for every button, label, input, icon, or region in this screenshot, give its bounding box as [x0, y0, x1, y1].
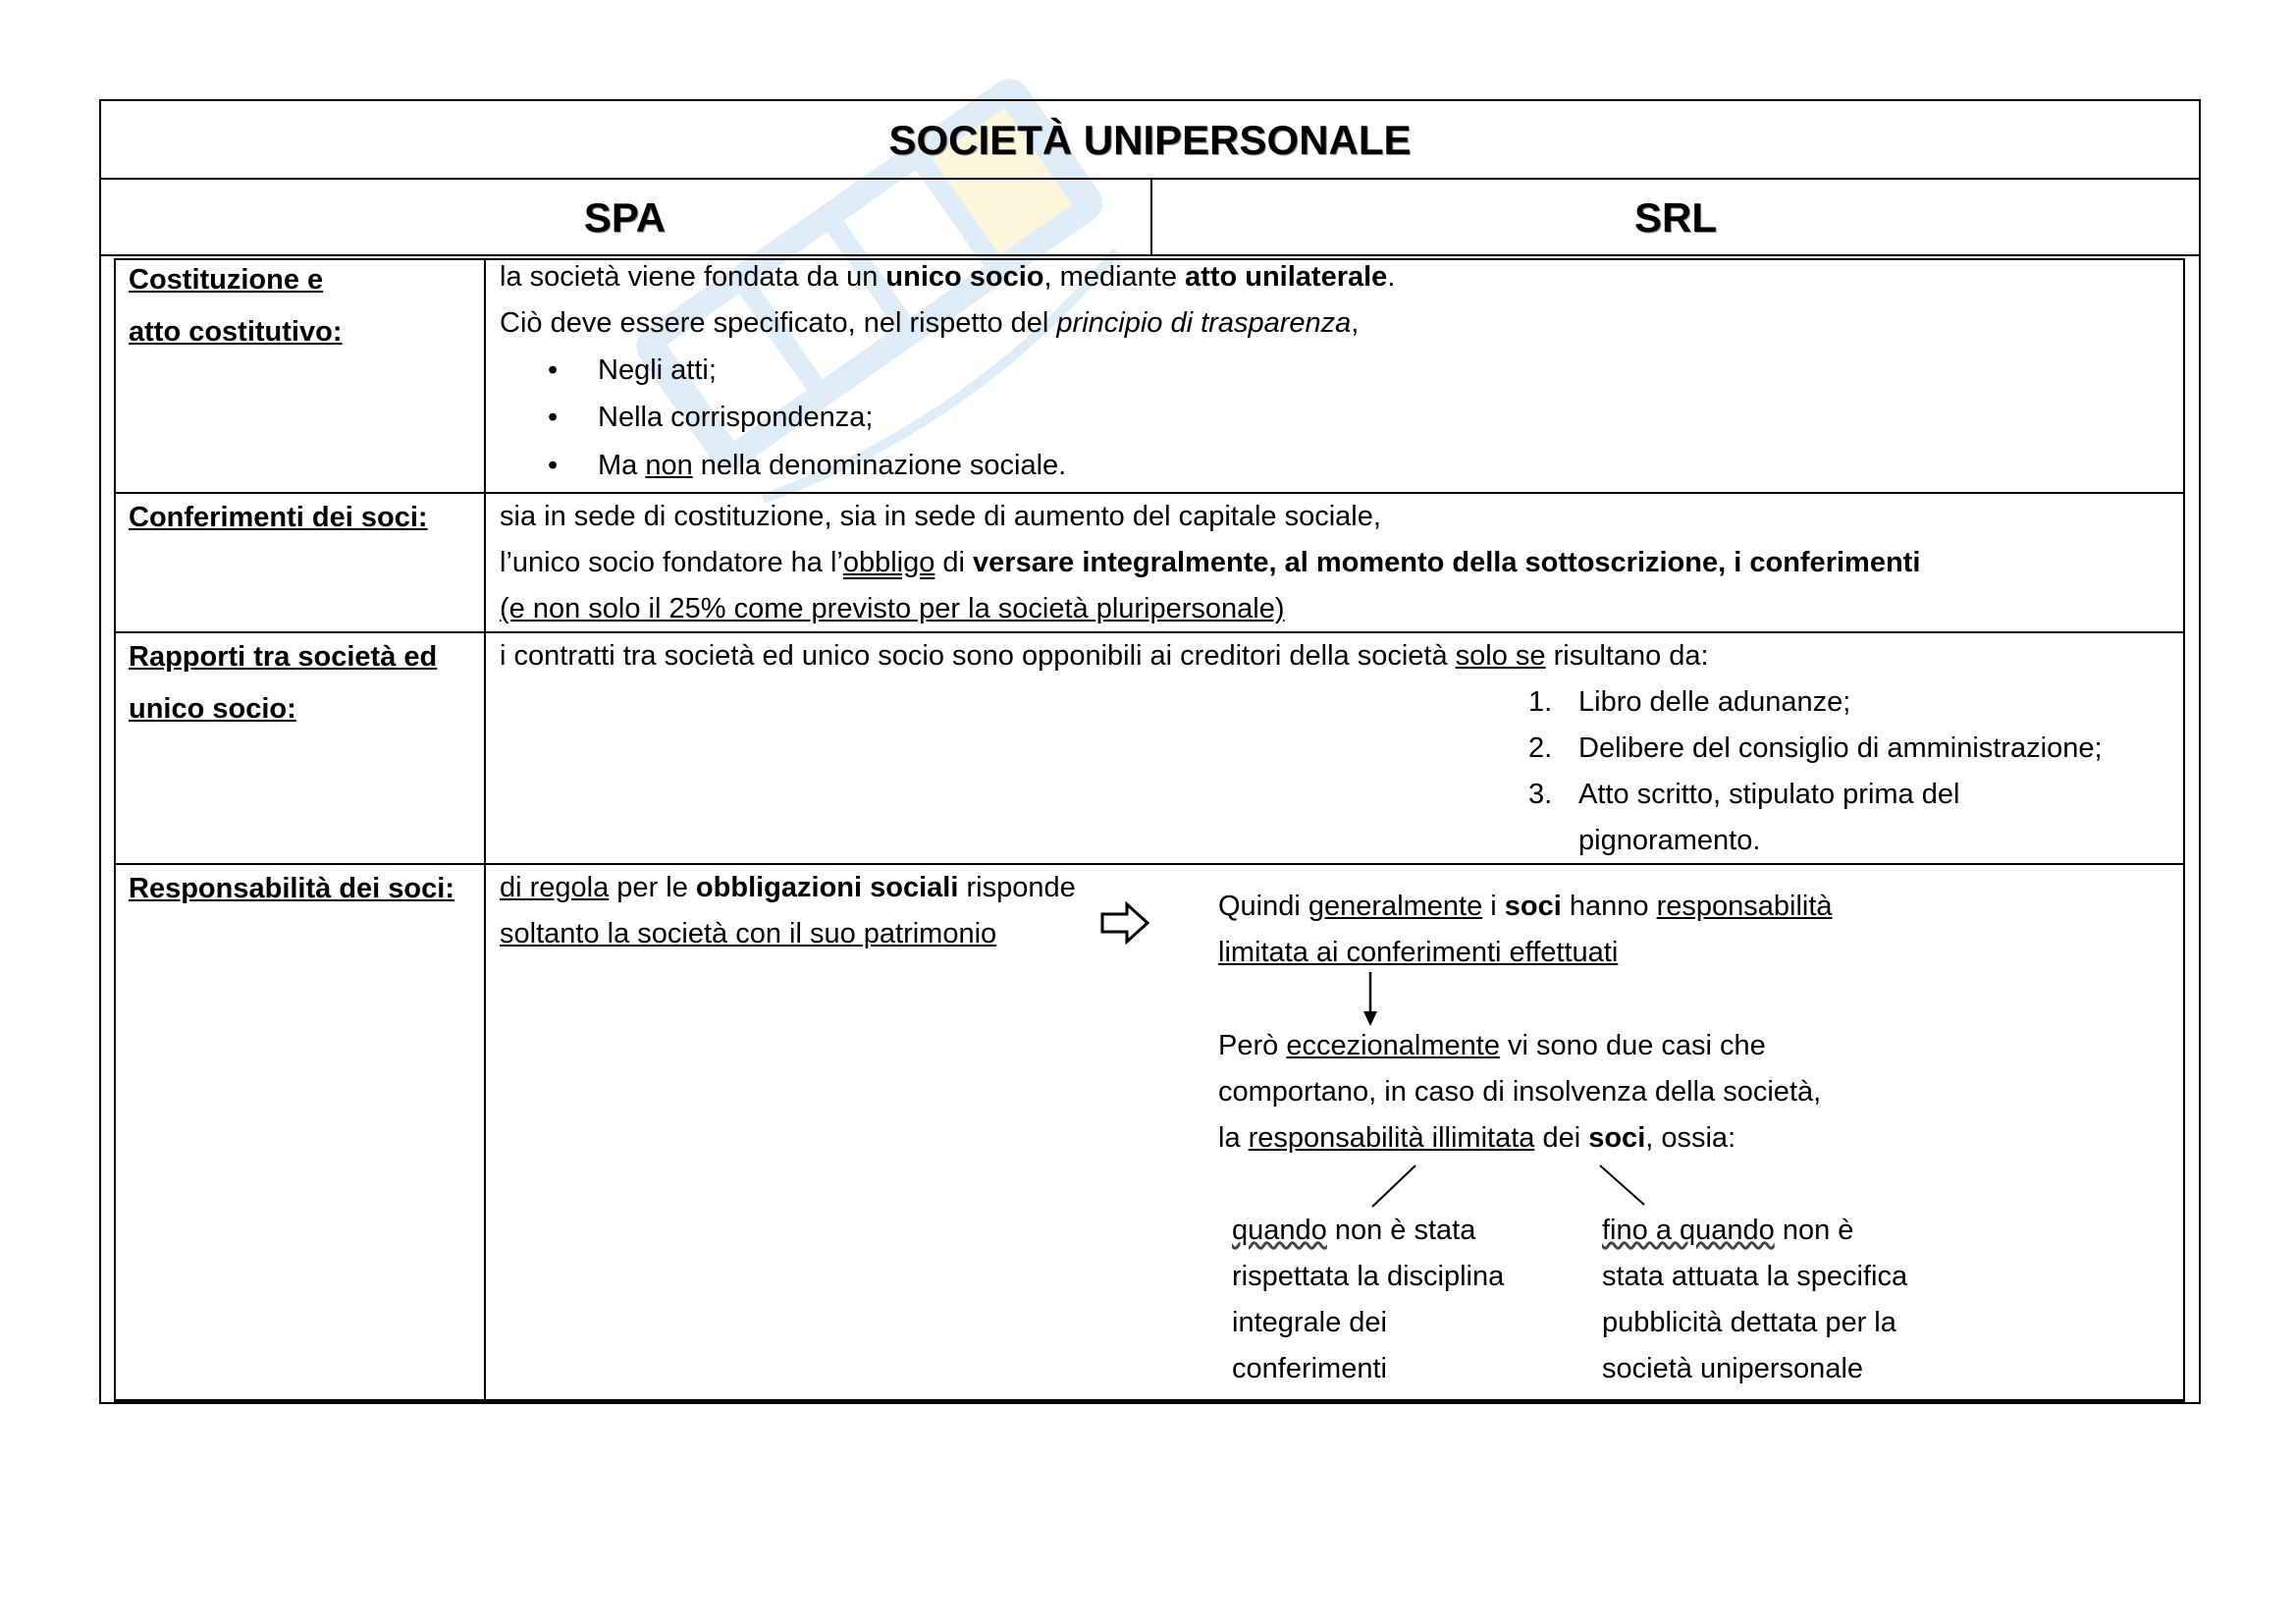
- row-label-costituzione: Costituzione e atto costitutivo:: [129, 264, 343, 348]
- conferimenti-line-2: l’unico socio fondatore ha l’obbligo di versare integralmente, al momento della sottoscrizione, i conferimenti: [500, 547, 1921, 578]
- page-title: SOCIETÀ UNIPERSONALE: [888, 117, 1412, 163]
- list-item: Nella corrispondenza;: [598, 402, 874, 433]
- list-item-continuation: pignoramento.: [1578, 825, 1761, 856]
- branch-lines: [1364, 1164, 1659, 1213]
- responsabilita-left-line-2: soltanto la società con il suo patrimonio: [500, 918, 997, 949]
- responsabilita-right-line-5: la responsabilità illimitata dei soci, ossia:: [1218, 1122, 1736, 1154]
- arrow-down-icon: [1361, 972, 1380, 1027]
- costituzione-line-2: Ciò deve essere specificato, nel rispetto del principio di trasparenza,: [500, 307, 1360, 339]
- list-item: •: [548, 450, 559, 481]
- row-label-conferimenti: Conferimenti dei soci:: [129, 502, 428, 533]
- responsabilita-right-line-3: Però eccezionalmente vi sono due casi che: [1218, 1030, 1766, 1061]
- list-item: Atto scritto, stipulato prima del: [1578, 779, 1960, 810]
- responsabilita-right-line-4: comportano, in caso di insolvenza della società,: [1218, 1076, 1822, 1108]
- row-label-responsabilita: Responsabilità dei soci:: [129, 873, 454, 904]
- arrow-right-icon: [1099, 901, 1150, 945]
- responsabilita-right-line-1: Quindi generalmente i soci hanno responsabilità: [1218, 891, 1833, 922]
- column-header-spa: SPA: [583, 194, 667, 241]
- list-item-number: 2.: [1528, 732, 1553, 764]
- list-item: Negli atti;: [598, 354, 717, 386]
- list-item: Ma non nella denominazione sociale.: [598, 450, 1067, 481]
- list-item: •: [548, 402, 559, 433]
- list-item: Libro delle adunanze;: [1578, 686, 1851, 718]
- list-item: •: [548, 354, 559, 386]
- conferimenti-line-1: sia in sede di costituzione, sia in sede di aumento del capitale sociale,: [500, 501, 1381, 532]
- row-label-rapporti: Rapporti tra società ed unico socio:: [129, 641, 438, 725]
- column-header-srl: SRL: [1634, 194, 1717, 241]
- rapporti-intro: i contratti tra società ed unico socio sono opponibili ai creditori della società solo se risultano da:: [500, 640, 1709, 672]
- list-item-number: 1.: [1528, 686, 1553, 718]
- conferimenti-line-3: (e non solo il 25% come previsto per la società pluripersonale): [500, 593, 1285, 624]
- costituzione-line-1: la società viene fondata da un unico socio, mediante atto unilaterale.: [500, 261, 1396, 293]
- responsabilita-left-line-1: di regola per le obbligazioni sociali risponde: [500, 872, 1076, 903]
- list-item-number: 3.: [1528, 779, 1553, 810]
- responsabilita-right-line-2: limitata ai conferimenti effettuati: [1218, 937, 1619, 968]
- list-item: Delibere del consiglio di amministrazione;: [1578, 732, 2103, 764]
